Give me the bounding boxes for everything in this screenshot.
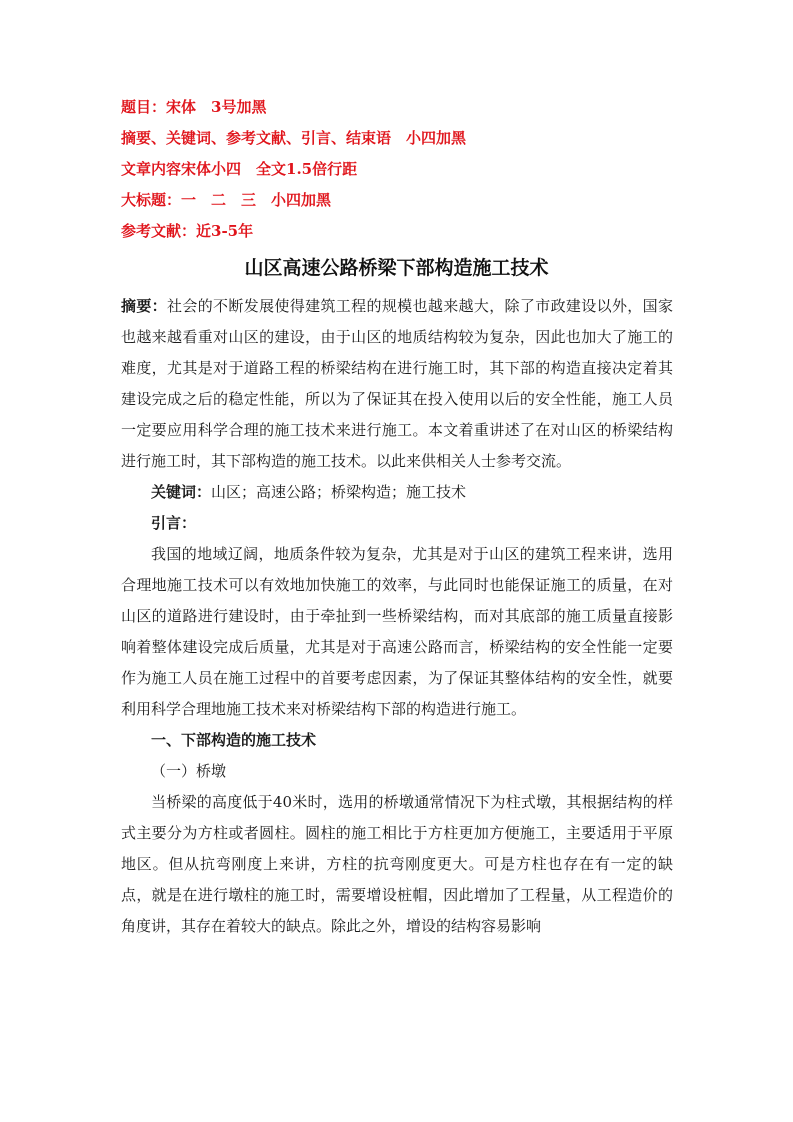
format-note-title: 题目：宋体 3号加黑 — [121, 98, 267, 116]
keywords-paragraph — [121, 477, 673, 508]
abstract-label: 摘要： — [121, 297, 168, 315]
subsection-heading: （一）桥墩 — [151, 762, 227, 780]
format-note-headings: 大标题：一 二 三 小四加黑 — [121, 191, 332, 209]
keywords-text: 山区；高速公路；桥梁构造；施工技术 — [211, 483, 467, 501]
abstract-paragraph — [121, 291, 673, 477]
format-note-references: 参考文献：近3-5年 — [121, 222, 254, 240]
abstract-text: 社会的不断发展使得建筑工程的规模也越来越大，除了市政建设以外，国家也越来越看重对山区的建设，由于山区的地质结构较为复杂，因此也加大了施工的难度，尤其是对于道路工程的桥梁结构在进行施工时，其下部的构造直接决定着其建设完成之后的稳定性能，所以为了保证其在投入使用以后的安全性能，施工人员一定要应用科学合理的施工技术来进行施工。本文着重讲述了在对山区的桥梁结构进行施工时，其下部构造的施工技术。以此来供相关人士参考交流。 — [121, 297, 673, 470]
paper-title: 山区高速公路桥梁下部构造施工技术 — [244, 257, 549, 279]
intro-paragraph: 我国的地域辽阔，地质条件较为复杂，尤其是对于山区的建筑工程来讲，选用合理地施工技术可以有效地加快施工的效率，与此同时也能保证施工的质量，在对山区的道路进行建设时，由于牵扯到一些桥梁结构，而对其底部的施工质量直接影响着整体建设完成后质量，尤其是对于高速公路而言，桥梁结构的安全性能一定要作为施工人员在施工过程中的首要考虑因素，为了保证其整体结构的安全性，就要利用科学合理地施工技术来对桥梁结构下部的构造进行施工。 — [121, 545, 673, 718]
section-heading: 一、下部构造的施工技术 — [151, 731, 317, 749]
subsection-paragraph: 当桥梁的高度低于40米时，选用的桥墩通常情况下为柱式墩，其根据结构的样式主要分为方柱或者圆柱。圆柱的施工相比于方柱更加方便施工，主要适用于平原地区。但从抗弯刚度上来讲，方柱的抗弯刚度更大。可是方柱也存在有一定的缺点，就是在进行墩柱的施工时，需要增设桩帽，因此增加了工程量，从工程造价的角度讲，其存在着较大的缺点。除此之外，增设的结构容易影响 — [121, 793, 673, 935]
format-note-body: 文章内容宋体小四 全文1.5倍行距 — [121, 160, 358, 178]
keywords-label: 关键词： — [151, 483, 212, 501]
paper-body — [121, 291, 673, 942]
intro-label: 引言： — [151, 514, 197, 532]
format-note-abstract: 摘要、关键词、参考文献、引言、结束语 小四加黑 — [121, 129, 467, 147]
